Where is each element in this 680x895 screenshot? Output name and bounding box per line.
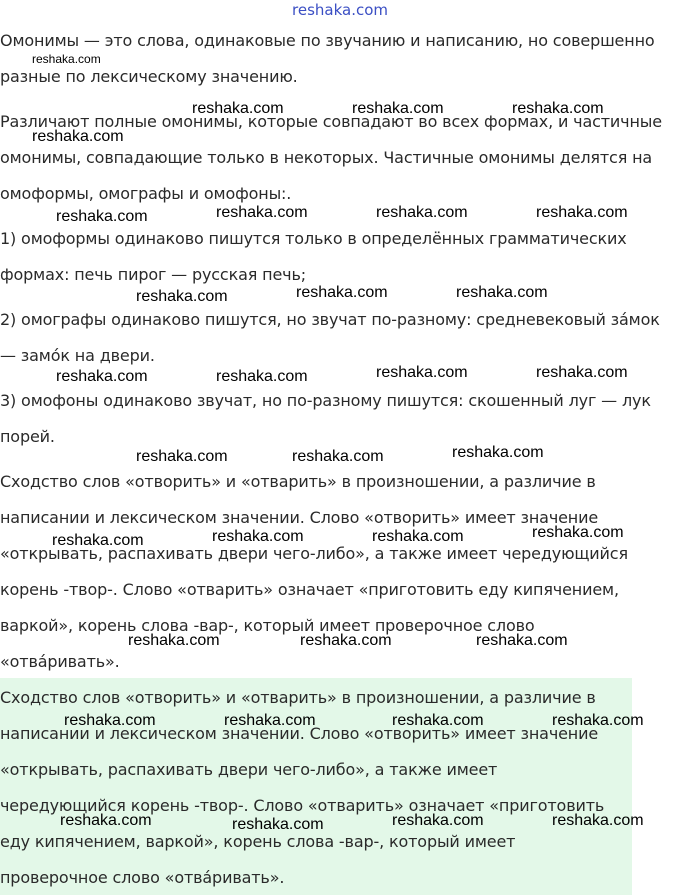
watermark: reshaka.com bbox=[296, 284, 388, 301]
text-line: чередующийся корень -твор-. Слово «отварить» означает «приготовить bbox=[0, 796, 605, 815]
watermark: reshaka.com bbox=[552, 812, 644, 829]
text-line: «открывать, распахивать двери чего-либо», а также имеет bbox=[0, 760, 498, 779]
text-line: омоформы, омографы и омофоны:. bbox=[0, 184, 292, 203]
watermark: reshaka.com bbox=[32, 52, 101, 66]
watermark: reshaka.com bbox=[392, 712, 484, 729]
site-header-link[interactable]: reshaka.com bbox=[292, 1, 388, 19]
text-line: 2) омографы одинаково пишутся, но звучат по-разному: средневековый за́мок bbox=[0, 310, 660, 329]
watermark: reshaka.com bbox=[532, 524, 624, 541]
watermark: reshaka.com bbox=[552, 712, 644, 729]
watermark: reshaka.com bbox=[52, 532, 144, 549]
watermark: reshaka.com bbox=[372, 528, 464, 545]
text-line: формах: печь пирог — русская печь; bbox=[0, 265, 306, 284]
text-line: корень -твор-. Слово «отварить» означает «приготовить еду кипячением, bbox=[0, 580, 619, 599]
watermark: reshaka.com bbox=[56, 368, 148, 385]
watermark: reshaka.com bbox=[452, 444, 544, 461]
watermark: reshaka.com bbox=[192, 100, 284, 117]
watermark: reshaka.com bbox=[376, 204, 468, 221]
text-line: еду кипячением, варкой», корень слова -вар-, который имеет bbox=[0, 832, 516, 851]
watermark: reshaka.com bbox=[456, 284, 548, 301]
watermark: reshaka.com bbox=[60, 812, 152, 829]
watermark: reshaka.com bbox=[216, 368, 308, 385]
watermark: reshaka.com bbox=[212, 528, 304, 545]
watermark: reshaka.com bbox=[476, 632, 568, 649]
watermark: reshaka.com bbox=[392, 812, 484, 829]
watermark: reshaka.com bbox=[376, 364, 468, 381]
text-line: 1) омоформы одинаково пишутся только в определённых грамматических bbox=[0, 229, 627, 248]
text-line: Омонимы — это слова, одинаковые по звучанию и написанию, но совершенно bbox=[0, 31, 655, 50]
watermark: reshaka.com bbox=[56, 208, 148, 225]
text-line: порей. bbox=[0, 427, 55, 446]
watermark: reshaka.com bbox=[136, 288, 228, 305]
text-line: «открывать, распахивать двери чего-либо», а также имеет чередующийся bbox=[0, 544, 628, 563]
text-line: «отва́ривать». bbox=[0, 652, 120, 671]
watermark: reshaka.com bbox=[128, 632, 220, 649]
text-line: омонимы, совпадающие только в некоторых. Частичные омонимы делятся на bbox=[0, 148, 653, 167]
watermark: reshaka.com bbox=[64, 712, 156, 729]
text-line: Сходство слов «отворить» и «отварить» в произношении, а различие в bbox=[0, 472, 596, 491]
text-line: варкой», корень слова -вар-, который имеет проверочное слово bbox=[0, 616, 535, 635]
text-line: разные по лексическому значению. bbox=[0, 67, 298, 86]
highlighted-answer-block bbox=[0, 678, 632, 895]
watermark: reshaka.com bbox=[224, 712, 316, 729]
watermark: reshaka.com bbox=[300, 632, 392, 649]
text-line: — замо́к на двери. bbox=[0, 346, 155, 365]
watermark: reshaka.com bbox=[536, 364, 628, 381]
text-line: проверочное слово «отва́ривать». bbox=[0, 868, 285, 887]
watermark: reshaka.com bbox=[292, 448, 384, 465]
watermark: reshaka.com bbox=[216, 204, 308, 221]
watermark: reshaka.com bbox=[232, 816, 324, 833]
text-line: написании и лексическом значении. Слово «отворить» имеет значение bbox=[0, 508, 599, 527]
text-line: написании и лексическом значении. Слово «отворить» имеет значение bbox=[0, 724, 599, 743]
text-line: Различают полные омонимы, которые совпадают во всех формах, и частичные bbox=[0, 112, 662, 131]
watermark: reshaka.com bbox=[536, 204, 628, 221]
watermark: reshaka.com bbox=[32, 128, 124, 145]
watermark: reshaka.com bbox=[512, 100, 604, 117]
watermark: reshaka.com bbox=[352, 100, 444, 117]
text-line: Сходство слов «отворить» и «отварить» в произношении, а различие в bbox=[0, 688, 596, 707]
text-line: 3) омофоны одинаково звучат, но по-разному пишутся: скошенный луг — лук bbox=[0, 391, 651, 410]
watermark: reshaka.com bbox=[136, 448, 228, 465]
